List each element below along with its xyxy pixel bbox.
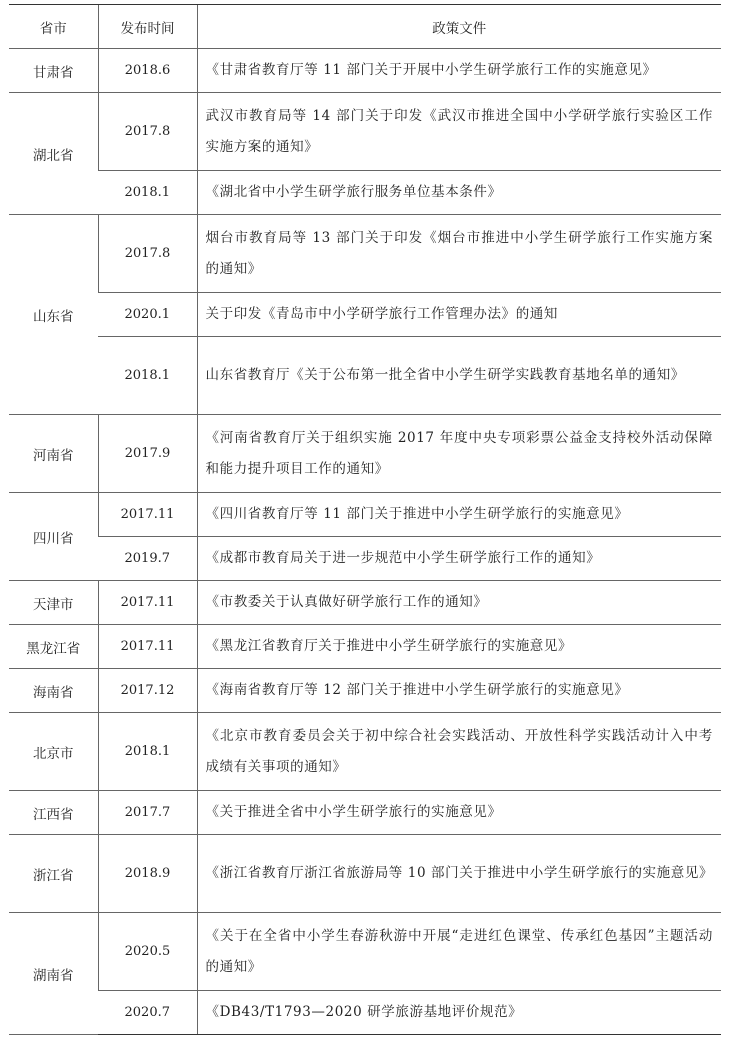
table-row [9, 293, 721, 337]
header-date: 发布时间 [98, 5, 197, 49]
date-cell: 2017.11 [98, 581, 197, 625]
header-province: 省市 [9, 5, 98, 49]
table-row [9, 913, 721, 991]
document-cell: 山东省教育厅《关于公布第一批全省中小学生研学实践教育基地名单的通知》 [197, 337, 721, 415]
table-row [9, 49, 721, 93]
table-row [9, 171, 721, 215]
date-cell: 2017.9 [98, 415, 197, 493]
province-cell: 浙江省 [9, 835, 98, 913]
document-cell: 关于印发《青岛市中小学研学旅行工作管理办法》的通知 [197, 293, 721, 337]
document-cell: 《DB43/T1793—2020 研学旅游基地评价规范》 [197, 991, 721, 1035]
table-row [9, 669, 721, 713]
date-cell: 2019.7 [98, 537, 197, 581]
date-cell: 2017.11 [98, 625, 197, 669]
table-row [9, 537, 721, 581]
province-cell: 北京市 [9, 713, 98, 791]
document-cell: 《河南省教育厅关于组织实施 2017 年度中央专项彩票公益金支持校外活动保障和能力提升项目工作的通知》 [197, 415, 721, 493]
table-row [9, 493, 721, 537]
province-cell: 河南省 [9, 415, 98, 493]
table-row [9, 713, 721, 791]
header-row [9, 5, 721, 49]
document-cell: 《北京市教育委员会关于初中综合社会实践活动、开放性科学实践活动计入中考成绩有关事项的通知》 [197, 713, 721, 791]
date-cell: 2020.7 [98, 991, 197, 1035]
table-row [9, 93, 721, 171]
policy-table [9, 4, 721, 1035]
header-document: 政策文件 [197, 5, 721, 49]
province-cell: 天津市 [9, 581, 98, 625]
date-cell: 2017.12 [98, 669, 197, 713]
document-cell: 《浙江省教育厅浙江省旅游局等 10 部门关于推进中小学生研学旅行的实施意见》 [197, 835, 721, 913]
date-cell: 2018.1 [98, 337, 197, 415]
province-cell: 四川省 [9, 493, 98, 581]
province-cell: 江西省 [9, 791, 98, 835]
document-cell: 《成都市教育局关于进一步规范中小学生研学旅行工作的通知》 [197, 537, 721, 581]
date-cell: 2018.6 [98, 49, 197, 93]
document-cell: 《关于推进全省中小学生研学旅行的实施意见》 [197, 791, 721, 835]
province-cell: 湖南省 [9, 913, 98, 1035]
date-cell: 2018.9 [98, 835, 197, 913]
date-cell: 2020.5 [98, 913, 197, 991]
document-cell: 《海南省教育厅等 12 部门关于推进中小学生研学旅行的实施意见》 [197, 669, 721, 713]
document-cell: 《甘肃省教育厅等 11 部门关于开展中小学生研学旅行工作的实施意见》 [197, 49, 721, 93]
date-cell: 2017.11 [98, 493, 197, 537]
table-row [9, 835, 721, 913]
province-cell: 甘肃省 [9, 49, 98, 93]
document-cell: 《市教委关于认真做好研学旅行工作的通知》 [197, 581, 721, 625]
table-row [9, 337, 721, 415]
province-cell: 海南省 [9, 669, 98, 713]
table-row [9, 791, 721, 835]
document-cell: 《关于在全省中小学生春游秋游中开展“走进红色课堂、传承红色基因”主题活动的通知》 [197, 913, 721, 991]
table-row [9, 415, 721, 493]
date-cell: 2017.7 [98, 791, 197, 835]
date-cell: 2018.1 [98, 713, 197, 791]
table-row [9, 581, 721, 625]
date-cell: 2017.8 [98, 215, 197, 293]
province-cell: 湖北省 [9, 93, 98, 215]
province-cell: 山东省 [9, 215, 98, 415]
table-row [9, 215, 721, 293]
document-cell: 《黑龙江省教育厅关于推进中小学生研学旅行的实施意见》 [197, 625, 721, 669]
document-cell: 武汉市教育局等 14 部门关于印发《武汉市推进全国中小学研学旅行实验区工作实施方案的通知》 [197, 93, 721, 171]
date-cell: 2017.8 [98, 93, 197, 171]
document-cell: 烟台市教育局等 13 部门关于印发《烟台市推进中小学生研学旅行工作实施方案的通知》 [197, 215, 721, 293]
document-cell: 《湖北省中小学生研学旅行服务单位基本条件》 [197, 171, 721, 215]
document-cell: 《四川省教育厅等 11 部门关于推进中小学生研学旅行的实施意见》 [197, 493, 721, 537]
date-cell: 2018.1 [98, 171, 197, 215]
province-cell: 黑龙江省 [9, 625, 98, 669]
table-row [9, 991, 721, 1035]
date-cell: 2020.1 [98, 293, 197, 337]
table-row [9, 625, 721, 669]
